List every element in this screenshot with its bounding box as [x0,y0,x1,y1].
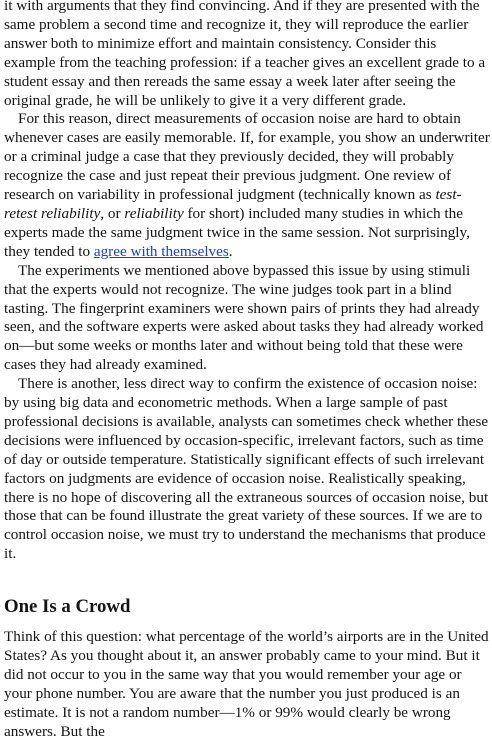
paragraph-2-text-d: . [228,242,233,260]
section-heading: One Is a Crowd [4,596,131,618]
agree-with-themselves-link[interactable]: agree with themselves [93,242,229,260]
paragraph-5: Think of this question: what percentage of the world’s airports are in the United States? As you thought about it, an answer probably came to your mind. But it did not occur to you in the same way that you would remember your age or your phone number. You are aware that the number you just produced is an estimate. It is not a random number—1% or 99% would clearly be wrong answers. But the [4,628,489,740]
term-reliability: reliability [124,204,184,222]
term-test-retest-reliability: test-retest reliability [4,186,462,222]
paragraph-2-text-b: , or [100,204,125,222]
paragraph-3: The experiments we mentioned above bypassed this issue by using stimuli that the experts would not recognize. The wine judges took part in a blind tasting. The fingerprint examiners were shown pairs of prints they had already seen, and the software experts were asked about tasks they had already worked on—but some weeks or months later and without being told that these were cases they had already examined. [4,261,484,374]
paragraph-4: There is another, less direct way to confirm the existence of occasion noise: by using big data and econometric methods. When a large sample of past professional decisions is available, analysts can sometimes check whether these decisions were influenced by occasion-specific, irrelevant factors, such as time of day or outside temperature. Statistically significant effects of such irrelevant factors on judgments are evidence of occasion noise. Realistically speaking, there is no hope of discovering all the extraneous sources of occasion noise, but those that can be found illustrate the great variety of these sources. If we are to control occasion noise, we must try to understand the mechanisms that produce it. [4,375,489,563]
paragraph-2 [4,110,490,261]
paragraph-1: it with arguments that they find convincing. And if they are presented with the same problem a second time and recognize it, they will reproduce the earlier answer both to minimize effort and maintain consistency. Consider this example from the teaching profession: if a teacher gives an excellent grade to a student essay and then rereads the same essay a week later after seeing the original grade, he will be unlikely to give it a very different grade. [4,0,486,109]
paragraph-2-text-c: for short) included many studies in which the experts made the same judgment twice in the same session. Not surprisingly, they tended to [4,204,470,260]
paragraph-2-text-a: For this reason, direct measurements of occasion noise are hard to obtain whenever cases are easily memorable. If, for example, you show an underwriter or a criminal judge a case that they previously decided, they will probably recognize the case and just repeat their previous judgment. One review of research on variability in professional judgment (technically known as [4,110,490,204]
body-text [4,0,490,742]
